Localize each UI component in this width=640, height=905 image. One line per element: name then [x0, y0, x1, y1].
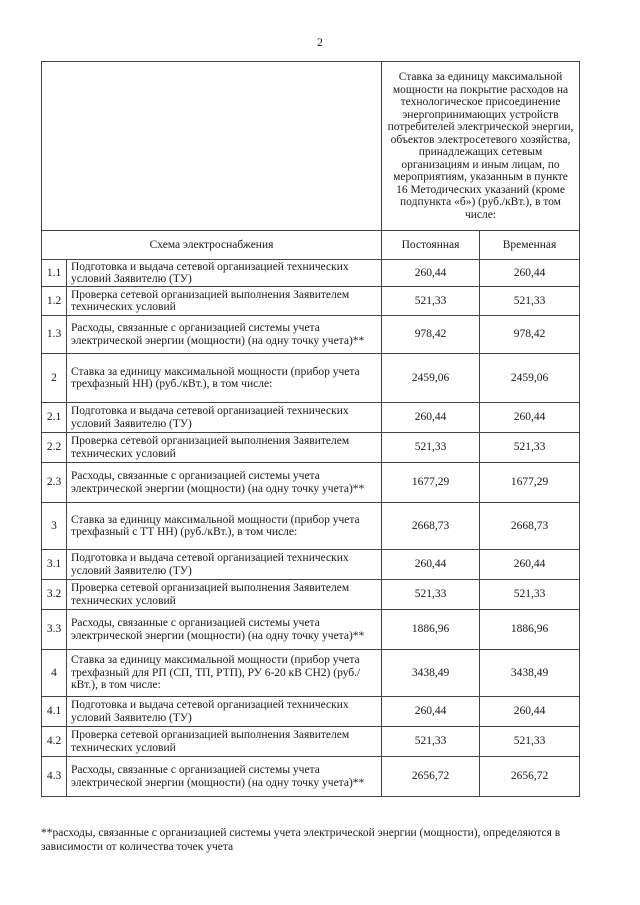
row-value-temporary: 2668,73	[480, 503, 580, 550]
table-row	[42, 287, 580, 316]
table-row	[42, 433, 580, 463]
row-description: Проверка сетевой организацией выполнения Заявителем технических условий	[67, 580, 382, 610]
row-number: 1.2	[42, 287, 67, 316]
table-row	[42, 650, 580, 697]
row-value-temporary: 1886,96	[480, 610, 580, 650]
row-description: Подготовка и выдача сетевой организацией технических условий Заявителю (ТУ)	[67, 403, 382, 433]
header-empty-cell	[42, 62, 382, 231]
row-number: 1.1	[42, 260, 67, 287]
table-row	[42, 503, 580, 550]
table-row	[42, 580, 580, 610]
table-row	[42, 727, 580, 757]
row-description: Подготовка и выдача сетевой организацией технических условий Заявителю (ТУ)	[67, 260, 382, 287]
row-value-temporary: 521,33	[480, 287, 580, 316]
row-description: Ставка за единицу максимальной мощности (прибор учета трехфазный с ТТ НН) (руб./кВт.), в том числе:	[67, 503, 382, 550]
row-description: Расходы, связанные с организацией системы учета электрической энергии (мощности) (на одну точку учета)**	[67, 757, 382, 797]
row-value-permanent: 2668,73	[382, 503, 480, 550]
row-value-permanent: 521,33	[382, 580, 480, 610]
page-number: 2	[317, 35, 323, 49]
column-header-temporary: Временная	[480, 231, 580, 260]
row-value-temporary: 2459,06	[480, 354, 580, 403]
footnote: **расходы, связанные с организацией системы учета электрической энергии (мощности), определяются в зависимости от количества точек учета	[41, 827, 561, 853]
row-value-permanent: 2656,72	[382, 757, 480, 797]
row-number: 4.1	[42, 697, 67, 727]
table-row	[42, 463, 580, 503]
row-number: 2	[42, 354, 67, 403]
row-value-permanent: 260,44	[382, 403, 480, 433]
row-description: Подготовка и выдача сетевой организацией технических условий Заявителю (ТУ)	[67, 697, 382, 727]
row-value-permanent: 3438,49	[382, 650, 480, 697]
row-value-permanent: 260,44	[382, 260, 480, 287]
row-description: Расходы, связанные с организацией системы учета электрической энергии (мощности) (на одну точку учета)**	[67, 463, 382, 503]
row-number: 4.2	[42, 727, 67, 757]
header-row-rate	[42, 62, 580, 231]
table-row	[42, 610, 580, 650]
row-number: 3	[42, 503, 67, 550]
row-description: Проверка сетевой организацией выполнения Заявителем технических условий	[67, 433, 382, 463]
row-value-temporary: 260,44	[480, 260, 580, 287]
row-value-temporary: 521,33	[480, 727, 580, 757]
row-description: Расходы, связанные с организацией системы учета электрической энергии (мощности) (на одну точку учета)**	[67, 316, 382, 354]
table-row	[42, 354, 580, 403]
row-number: 2.1	[42, 403, 67, 433]
table-row	[42, 697, 580, 727]
row-value-temporary: 3438,49	[480, 650, 580, 697]
table-row	[42, 260, 580, 287]
row-value-temporary: 1677,29	[480, 463, 580, 503]
table-row	[42, 403, 580, 433]
row-number: 2.3	[42, 463, 67, 503]
row-value-temporary: 2656,72	[480, 757, 580, 797]
table-row	[42, 316, 580, 354]
row-description: Ставка за единицу максимальной мощности (прибор учета трехфазный НН) (руб./кВт.), в том числе:	[67, 354, 382, 403]
row-value-temporary: 978,42	[480, 316, 580, 354]
table-row	[42, 757, 580, 797]
row-value-temporary: 260,44	[480, 697, 580, 727]
row-value-temporary: 260,44	[480, 550, 580, 580]
row-value-permanent: 1886,96	[382, 610, 480, 650]
row-description: Расходы, связанные с организацией системы учета электрической энергии (мощности) (на одну точку учета)**	[67, 610, 382, 650]
rate-header-title: Ставка за единицу максимальной мощности на покрытие расходов на технологическое присоединение энергопринимающих устройств потребителей электрической энергии, объектов электросетевого хозяйства, принадлежащих сетевым организациям и иным лицам, по мероприятиям, указанным в пункте 16 Методических указаний (кроме подпункта «б») (руб./кВт.), в том числе:	[382, 62, 580, 231]
row-number: 1.3	[42, 316, 67, 354]
row-value-permanent: 521,33	[382, 287, 480, 316]
row-value-permanent: 2459,06	[382, 354, 480, 403]
row-value-permanent: 1677,29	[382, 463, 480, 503]
rates-table	[41, 61, 580, 797]
row-value-permanent: 260,44	[382, 697, 480, 727]
row-number: 3.3	[42, 610, 67, 650]
row-value-permanent: 260,44	[382, 550, 480, 580]
row-value-permanent: 521,33	[382, 727, 480, 757]
row-value-temporary: 260,44	[480, 403, 580, 433]
column-header-permanent: Постоянная	[382, 231, 480, 260]
row-number: 3.2	[42, 580, 67, 610]
table-row	[42, 550, 580, 580]
row-description: Проверка сетевой организацией выполнения Заявителем технических условий	[67, 727, 382, 757]
row-value-permanent: 521,33	[382, 433, 480, 463]
row-number: 4.3	[42, 757, 67, 797]
row-description: Ставка за единицу максимальной мощности (прибор учета трехфазный для РП (СП, ТП, РТП), РУ 6-20 кВ СН2) (руб./кВт.), в том числе:	[67, 650, 382, 697]
row-description: Подготовка и выдача сетевой организацией технических условий Заявителю (ТУ)	[67, 550, 382, 580]
row-value-temporary: 521,33	[480, 433, 580, 463]
row-description: Проверка сетевой организацией выполнения Заявителем технических условий	[67, 287, 382, 316]
row-value-temporary: 521,33	[480, 580, 580, 610]
scheme-header: Схема электроснабжения	[42, 231, 382, 260]
row-number: 3.1	[42, 550, 67, 580]
row-value-permanent: 978,42	[382, 316, 480, 354]
row-number: 2.2	[42, 433, 67, 463]
header-row-columns	[42, 231, 580, 260]
row-number: 4	[42, 650, 67, 697]
